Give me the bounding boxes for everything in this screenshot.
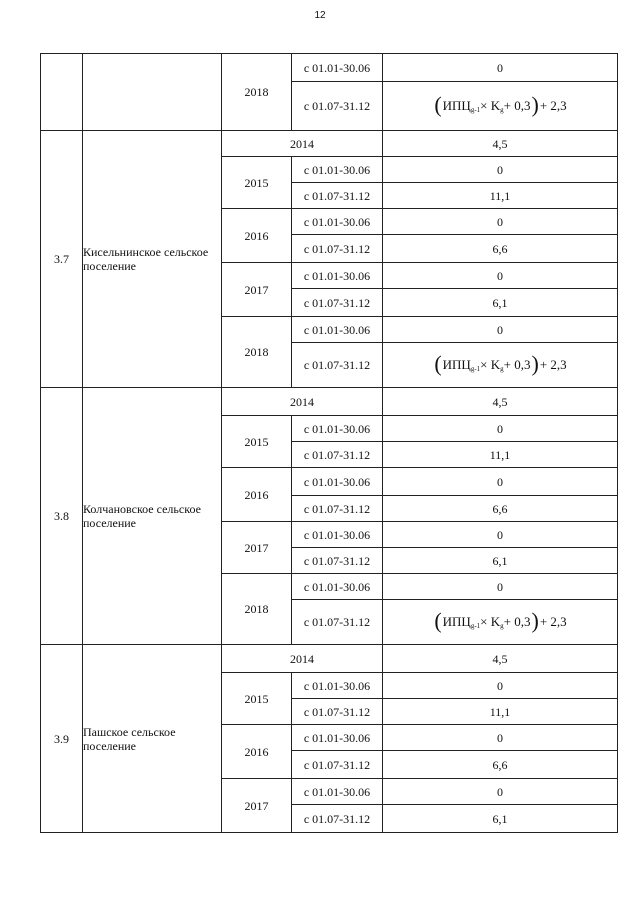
section-name-cell [83, 54, 222, 131]
base-year-cell: 2014 [222, 645, 383, 673]
value-cell: 0 [383, 317, 618, 343]
settlement-name: Колчановское сельское поселение [83, 388, 222, 645]
period-cell: с 01.01-30.06 [292, 157, 383, 183]
period-cell: с 01.01-30.06 [292, 574, 383, 600]
value-cell: 11,1 [383, 699, 618, 725]
formula-cell [383, 600, 618, 645]
period-cell: с 01.07-31.12 [292, 600, 383, 645]
period-cell: с 01.01-30.06 [292, 209, 383, 235]
year-cell: 2017 [222, 522, 292, 574]
settlement-name: Кисельнинское сельское поселение [83, 131, 222, 388]
section-number: 3.9 [41, 645, 83, 833]
period-cell: с 01.01-30.06 [292, 263, 383, 289]
value-cell: 6,6 [383, 235, 618, 263]
table-row [41, 54, 618, 82]
formula-cell [383, 82, 618, 131]
period-cell: с 01.07-31.12 [292, 442, 383, 468]
table-row [41, 131, 618, 157]
year-cell: 2016 [222, 725, 292, 779]
year-cell: 2018 [222, 317, 292, 388]
period-cell: с 01.01-30.06 [292, 522, 383, 548]
value-cell: 0 [383, 673, 618, 699]
period-cell: с 01.07-31.12 [292, 496, 383, 522]
section-number: 3.8 [41, 388, 83, 645]
value-cell: 0 [383, 468, 618, 496]
year-cell: 2015 [222, 673, 292, 725]
value-cell: 6,6 [383, 751, 618, 779]
period-cell: с 01.07-31.12 [292, 82, 383, 131]
period-cell: с 01.01-30.06 [292, 416, 383, 442]
value-cell: 11,1 [383, 183, 618, 209]
period-cell: с 01.07-31.12 [292, 699, 383, 725]
period-cell: с 01.07-31.12 [292, 548, 383, 574]
period-cell: с 01.07-31.12 [292, 751, 383, 779]
value-cell: 0 [383, 574, 618, 600]
year-cell: 2015 [222, 416, 292, 468]
value-cell: 6,1 [383, 805, 618, 833]
formula-cell [383, 343, 618, 388]
period-cell: с 01.07-31.12 [292, 183, 383, 209]
tariff-formula: ( ИПЦ g-1 × K g + 0,3 ) + 2,3 [434, 92, 567, 117]
table-row [41, 645, 618, 673]
period-cell: с 01.07-31.12 [292, 289, 383, 317]
section-number: 3.7 [41, 131, 83, 388]
settlement-name: Пашское сельское поселение [83, 645, 222, 833]
value-cell: 0 [383, 779, 618, 805]
year-cell: 2017 [222, 263, 292, 317]
base-year-cell: 2014 [222, 131, 383, 157]
value-cell: 6,1 [383, 548, 618, 574]
tariff-formula: ( ИПЦ g-1 × K g + 0,3 ) + 2,3 [434, 608, 567, 633]
period-cell: с 01.01-30.06 [292, 317, 383, 343]
tariff-table [40, 53, 618, 833]
year-cell: 2017 [222, 779, 292, 833]
year-cell: 2018 [222, 574, 292, 645]
value-cell: 0 [383, 522, 618, 548]
value-cell: 0 [383, 725, 618, 751]
value-cell: 0 [383, 157, 618, 183]
base-year-cell: 2014 [222, 388, 383, 416]
year-cell: 2016 [222, 209, 292, 263]
tariff-formula: ( ИПЦ g-1 × K g + 0,3 ) + 2,3 [434, 351, 567, 376]
value-cell: 4,5 [383, 645, 618, 673]
page-number: 12 [314, 10, 326, 21]
period-cell: с 01.01-30.06 [292, 673, 383, 699]
year-cell: 2018 [222, 54, 292, 131]
table-row [41, 388, 618, 416]
value-cell: 4,5 [383, 131, 618, 157]
value-cell: 0 [383, 263, 618, 289]
value-cell: 0 [383, 416, 618, 442]
period-cell: с 01.07-31.12 [292, 805, 383, 833]
period-cell: с 01.07-31.12 [292, 343, 383, 388]
year-cell: 2015 [222, 157, 292, 209]
period-cell: с 01.01-30.06 [292, 54, 383, 82]
period-cell: с 01.07-31.12 [292, 235, 383, 263]
value-cell: 6,6 [383, 496, 618, 522]
period-cell: с 01.01-30.06 [292, 725, 383, 751]
value-cell: 6,1 [383, 289, 618, 317]
value-cell: 4,5 [383, 388, 618, 416]
period-cell: с 01.01-30.06 [292, 468, 383, 496]
period-cell: с 01.01-30.06 [292, 779, 383, 805]
value-cell: 0 [383, 209, 618, 235]
value-cell: 11,1 [383, 442, 618, 468]
value-cell: 0 [383, 54, 618, 82]
section-number-cell [41, 54, 83, 131]
year-cell: 2016 [222, 468, 292, 522]
